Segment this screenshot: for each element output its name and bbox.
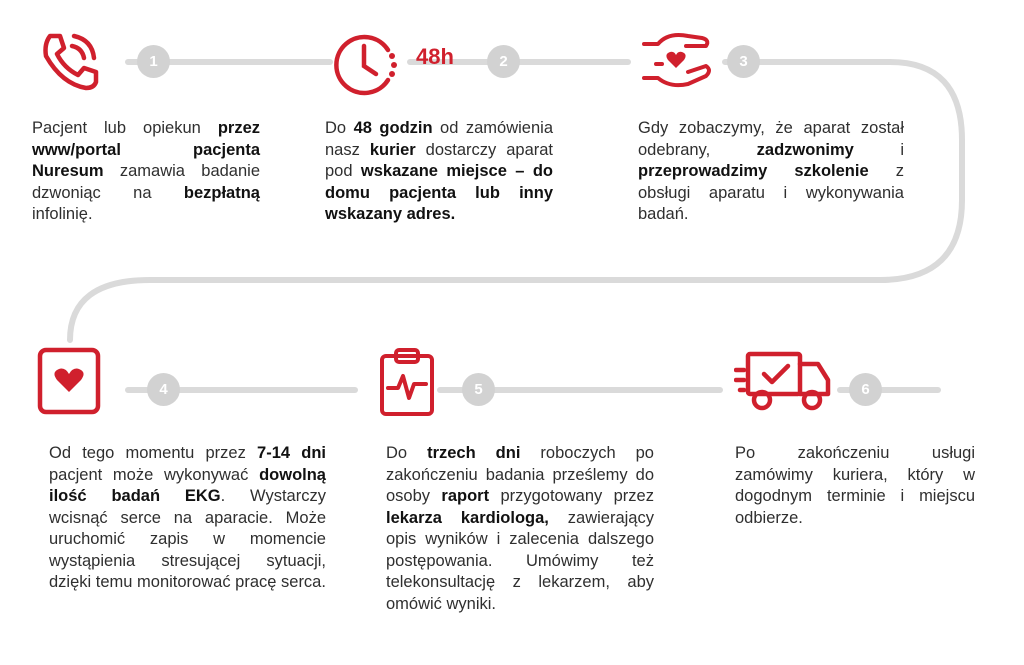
hands-heart-icon xyxy=(636,22,716,102)
step-4-description xyxy=(49,443,326,594)
body-text: dostarczy aparat pod xyxy=(325,140,554,180)
body-text: przygotowany przez xyxy=(489,487,654,505)
step-number-3: 3 xyxy=(727,45,760,78)
highlight-text: wskazane miejsce – do domu pacjenta lub inny wskazany adres. xyxy=(325,162,553,223)
body-text: infolinię. xyxy=(32,205,93,223)
step-number-5: 5 xyxy=(462,373,495,406)
delivery-truck-icon xyxy=(734,348,834,416)
body-text: Od tego momentu przez xyxy=(49,444,258,462)
step-number-2: 2 xyxy=(487,45,520,78)
highlight-text: 7-14 dni xyxy=(257,444,326,462)
48h-label: 48h xyxy=(416,44,454,69)
body-text: Do xyxy=(325,119,354,137)
body-text: zamawia badanie dzwoniąc na xyxy=(32,162,260,202)
highlight-text: 48 godzin xyxy=(353,119,433,137)
highlight-text: kurier xyxy=(369,140,416,159)
step-number-1: 1 xyxy=(137,45,170,78)
clipboard-ecg-icon xyxy=(378,346,436,418)
body-text: zawierający opis wyników i zalecenia dalszego postępowania. Umówimy też telekonsultację z lekarzem, aby omówić wyniki. xyxy=(386,508,654,613)
step-5-description xyxy=(386,443,654,615)
body-text: i xyxy=(853,140,904,159)
step-2-description xyxy=(325,118,553,226)
body-text: Gdy zobaczymy, że aparat został odebrany, xyxy=(638,119,904,159)
clock-48h-icon xyxy=(330,28,408,100)
highlight-text: lekarza kardiologa, xyxy=(386,508,549,527)
body-text: roboczych po zakończeniu badania prześlemy do osoby xyxy=(386,444,654,505)
highlight-text: trzech dni xyxy=(427,444,521,462)
step-number-6: 6 xyxy=(849,373,882,406)
phone-icon xyxy=(36,28,104,96)
body-text: . Wystarczy wcisnąć serce na aparacie. Może uruchomić zapis w momencie wystąpienia stresującej sytuacji, dzięki temu monitorować pracę serca. xyxy=(49,487,326,591)
body-text: Pacjent lub opiekun xyxy=(32,119,218,137)
step-number-4: 4 xyxy=(147,373,180,406)
heart-device-icon xyxy=(36,346,102,418)
highlight-text: dowolną ilość badań EKG xyxy=(49,465,326,505)
body-text: od zamówienia nasz xyxy=(325,119,553,159)
highlight-text: bezpłatną xyxy=(183,183,260,202)
body-text: pacjent może wykonywać xyxy=(49,465,260,484)
body-text: z obsługi aparatu i wykonywania badań. xyxy=(638,162,904,223)
highlight-text: przeprowadzimy szkolenie xyxy=(638,162,869,180)
step-3-description xyxy=(638,118,904,226)
highlight-text: raport xyxy=(441,487,490,505)
highlight-text: zadzwonimy xyxy=(756,140,854,159)
highlight-text: przez www/portal pacjenta Nuresum xyxy=(32,119,260,180)
step-6-description xyxy=(735,443,975,529)
body-text: Po zakończeniu usługi zamówimy kuriera, który w dogodnym terminie i miejscu odbierze. xyxy=(735,444,975,527)
step-1-description xyxy=(32,118,260,226)
body-text: Do xyxy=(386,444,428,462)
